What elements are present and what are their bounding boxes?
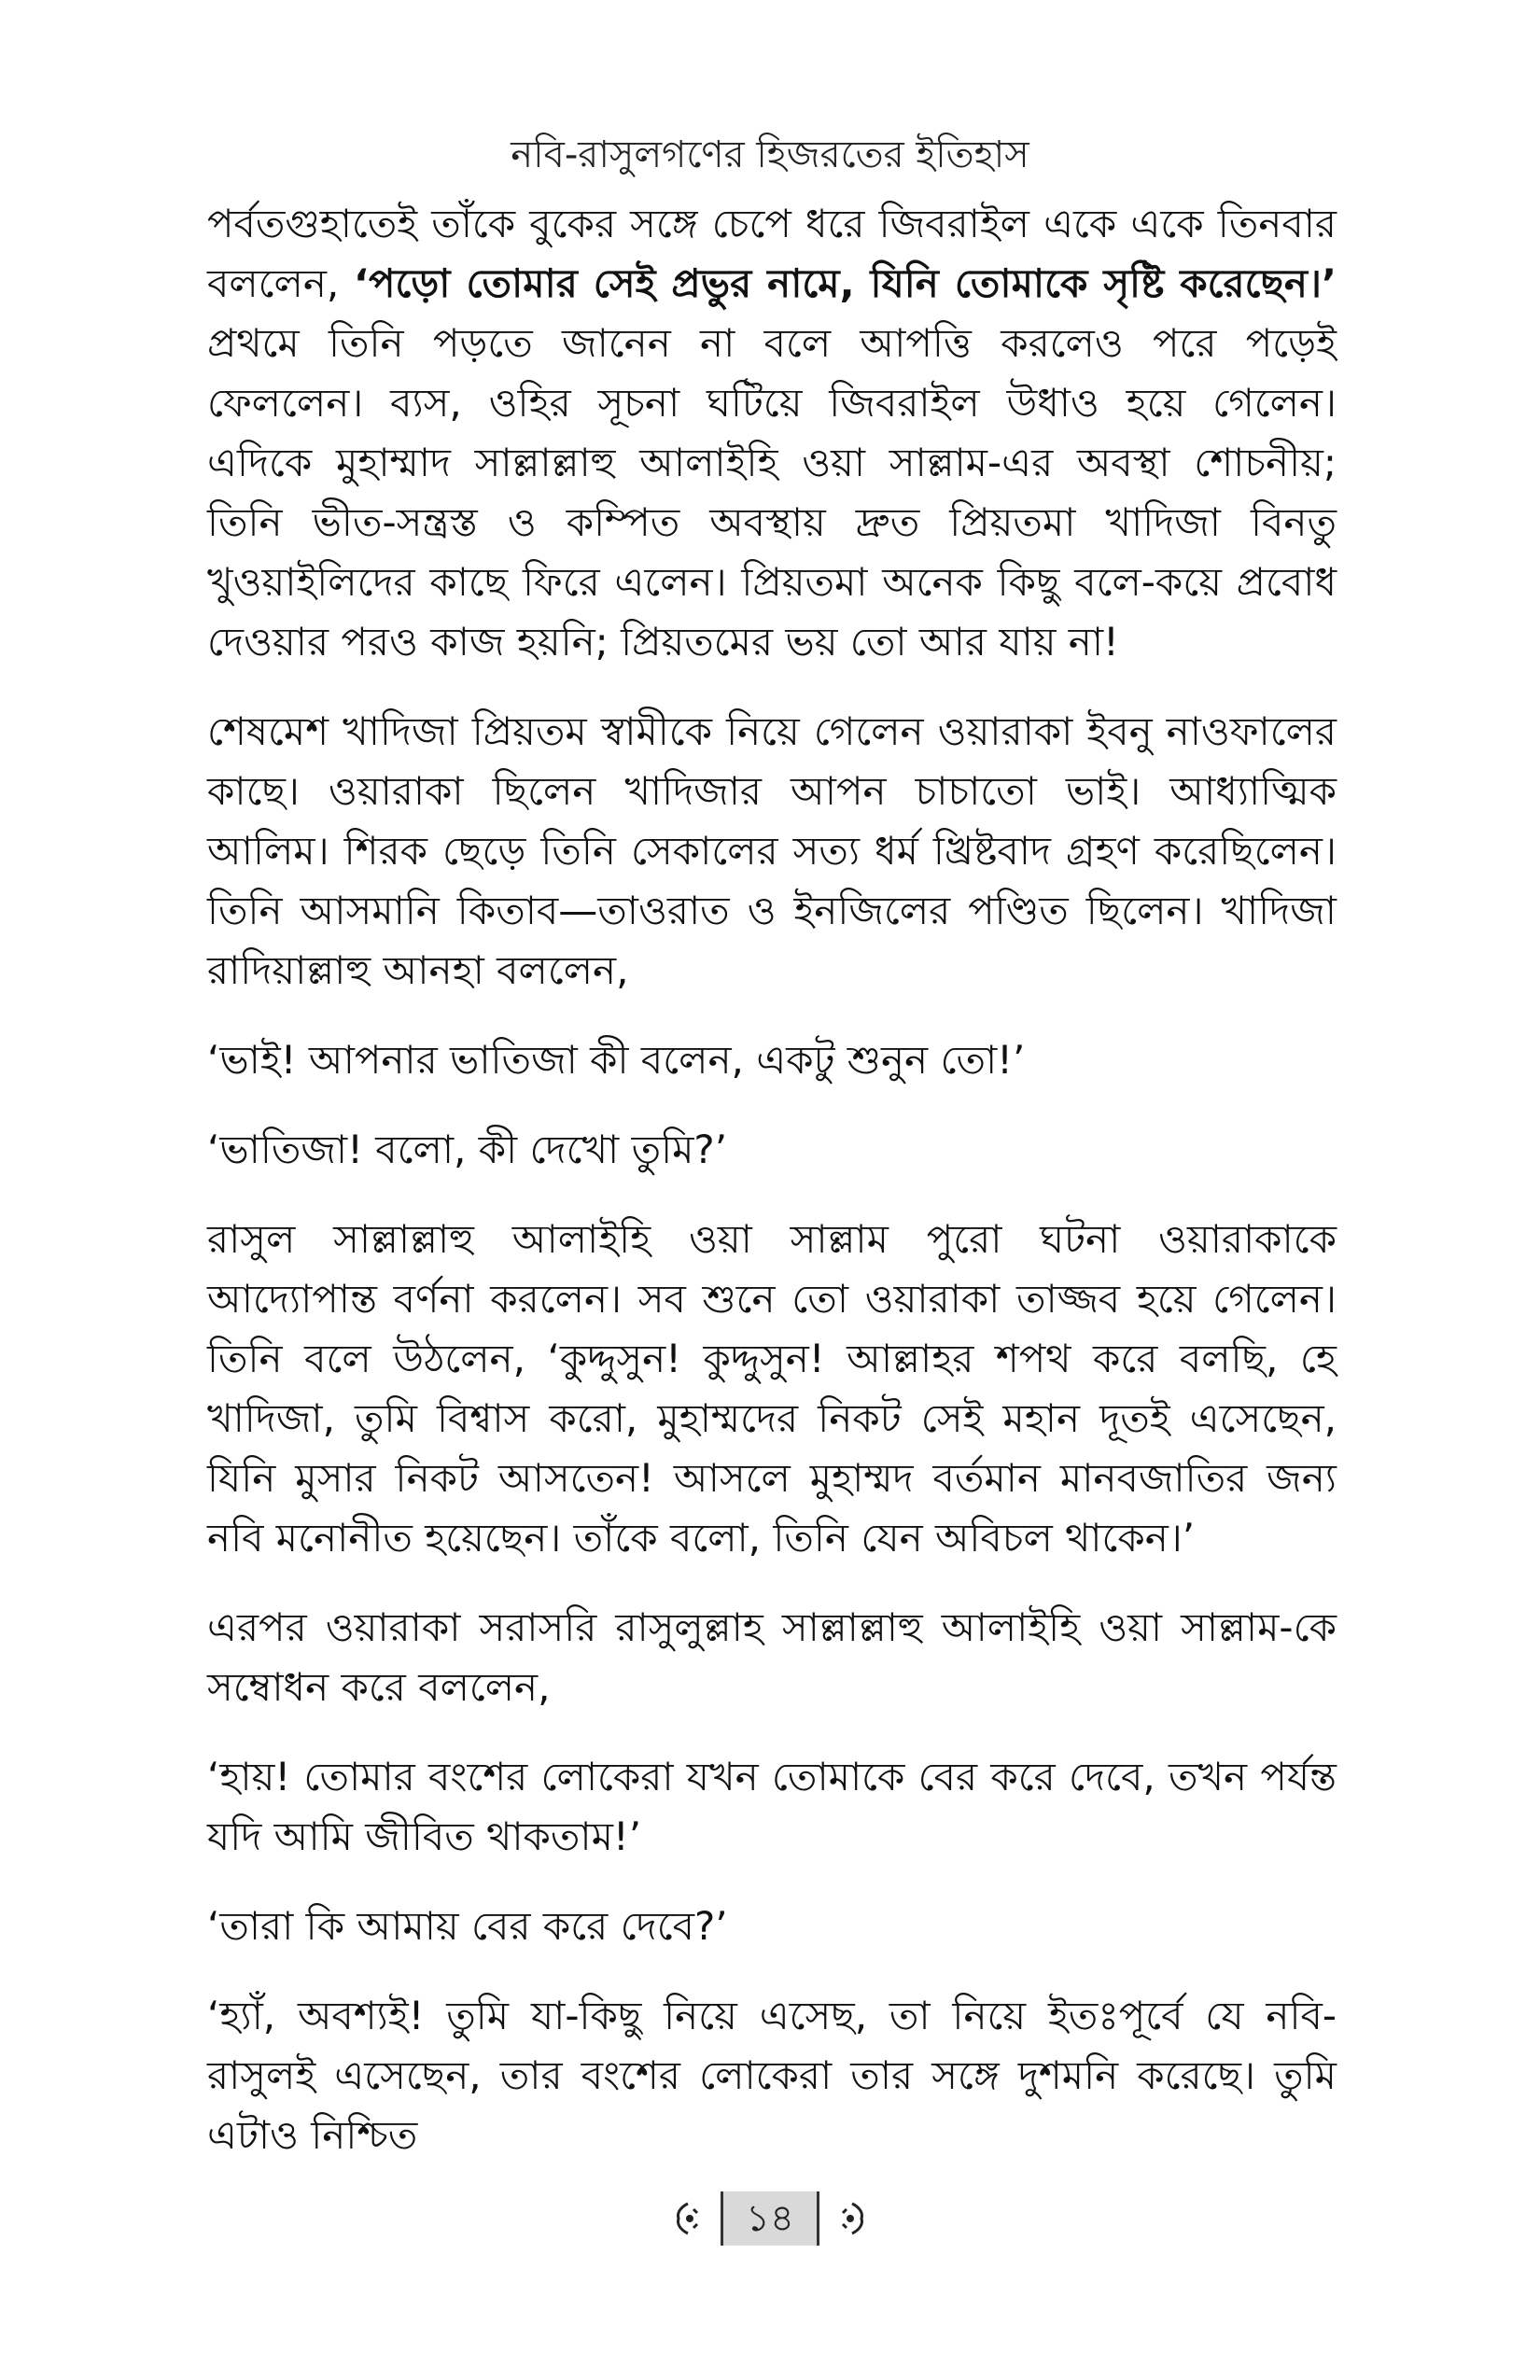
page-body — [207, 194, 1337, 2195]
paragraph-1-emphasis: ‘পড়ো তোমার সেই প্রভুর নামে, যিনি তোমাকে সৃষ্টি করেছেন।’ — [353, 260, 1337, 306]
paragraph-4: ‘ভাতিজা! বলো, কী দেখো তুমি?’ — [207, 1127, 728, 1172]
floral-ornament-left-icon — [665, 2197, 707, 2240]
paragraph-5: রাসুল সাল্লাল্লাহু আলাইহি ওয়া সাল্লাম পুরো ঘটনা ওয়ারাকাকে আদ্যোপান্ত বর্ণনা করলেন। সব শুনে তো ওয়ারাকা তাজ্জব হয়ে গেলেন। তিনি বলে উঠলেন, ‘কুদ্দুসুন! কুদ্দুসুন! আল্লাহর শপথ করে বলছি, হে খাদিজা, তুমি বিশ্বাস করো, মুহাম্মদের নিকট সেই মহান দূতই এসেছেন, যিনি মুসার নিকট আসতেন! আসলে মুহাম্মদ বর্তমান মানবজাতির জন্য নবি মনোনীত হয়েছেন। তাঁকে বলো, তিনি যেন অবিচল থাকেন।’ — [207, 1216, 1337, 1561]
running-header: নবি-রাসুলগণের হিজরতের ইতিহাস — [511, 133, 1029, 176]
paragraph-6: এরপর ওয়ারাকা সরাসরি রাসুলুল্লাহ সাল্লাল্লাহু আলাইহি ওয়া সাল্লাম-কে সম্বোধন করে বললেন, — [207, 1604, 1337, 1710]
paragraph-2: শেষমেশ খাদিজা প্রিয়তম স্বামীকে নিয়ে গেলেন ওয়ারাকা ইবনু নাওফালের কাছে। ওয়ারাকা ছিলেন খাদিজার আপন চাচাতো ভাই। আধ্যাত্মিক আলিম। শিরক ছেড়ে তিনি সেকালের সত্য ধর্ম খ্রিষ্টবাদ গ্রহণ করেছিলেন। তিনি আসমানি কিতাব—তাওরাত ও ইনজিলের পণ্ডিত ছিলেন। খাদিজা রাদিয়াল্লাহু আনহা বললেন, — [207, 708, 1337, 993]
paragraph-1-text-end: প্রথমে তিনি পড়তে জানেন না বলে আপত্তি করলেও পরে পড়েই ফেললেন। ব্যস, ওহির সূচনা ঘটিয়ে জিবরাইল উধাও হয়ে গেলেন। এদিকে মুহাম্মাদ সাল্লাল্লাহু আলাইহি ওয়া সাল্লাম-এর অবস্থা শোচনীয়; তিনি ভীত-সন্ত্রস্ত ও কম্পিত অবস্থায় দ্রুত প্রিয়তমা খাদিজা বিনতু খুওয়াইলিদের কাছে ফিরে এলেন। প্রিয়তমা অনেক কিছু বলে-কয়ে প্রবোধ দেওয়ার পরও কাজ হয়নি; প্রিয়তমের ভয় তো আর যায় না! — [207, 320, 1337, 665]
paragraph-9: ‘হ্যাঁ, অবশ্যই! তুমি যা-কিছু নিয়ে এসেছ, তা নিয়ে ইতঃপূর্বে যে নবি-রাসুলই এসেছেন, তার বংশের লোকেরা তার সঙ্গে দুশমনি করেছে। তুমি এটাও নিশ্চিত — [207, 1993, 1337, 2158]
paragraph-1 — [207, 194, 1337, 672]
page-number: ১৪ — [721, 2191, 819, 2246]
paragraph-1-text-start: পর্বতগুহাতেই তাঁকে বুকের সঙ্গে চেপে ধরে জিবরাইল একে একে তিনবার বললেন, — [207, 201, 1337, 306]
paragraph-7: ‘হায়! তোমার বংশের লোকেরা যখন তোমাকে বের করে দেবে, তখন পর্যন্ত যদি আমি জীবিত থাকতাম!’ — [207, 1754, 1337, 1859]
page-footer — [0, 2191, 1540, 2246]
paragraph-3: ‘ভাই! আপনার ভাতিজা কী বলেন, একটু শুনুন তো!’ — [207, 1037, 1026, 1083]
paragraph-8: ‘তারা কি আমায় বের করে দেবে?’ — [207, 1903, 728, 1949]
floral-ornament-right-icon — [833, 2197, 875, 2240]
